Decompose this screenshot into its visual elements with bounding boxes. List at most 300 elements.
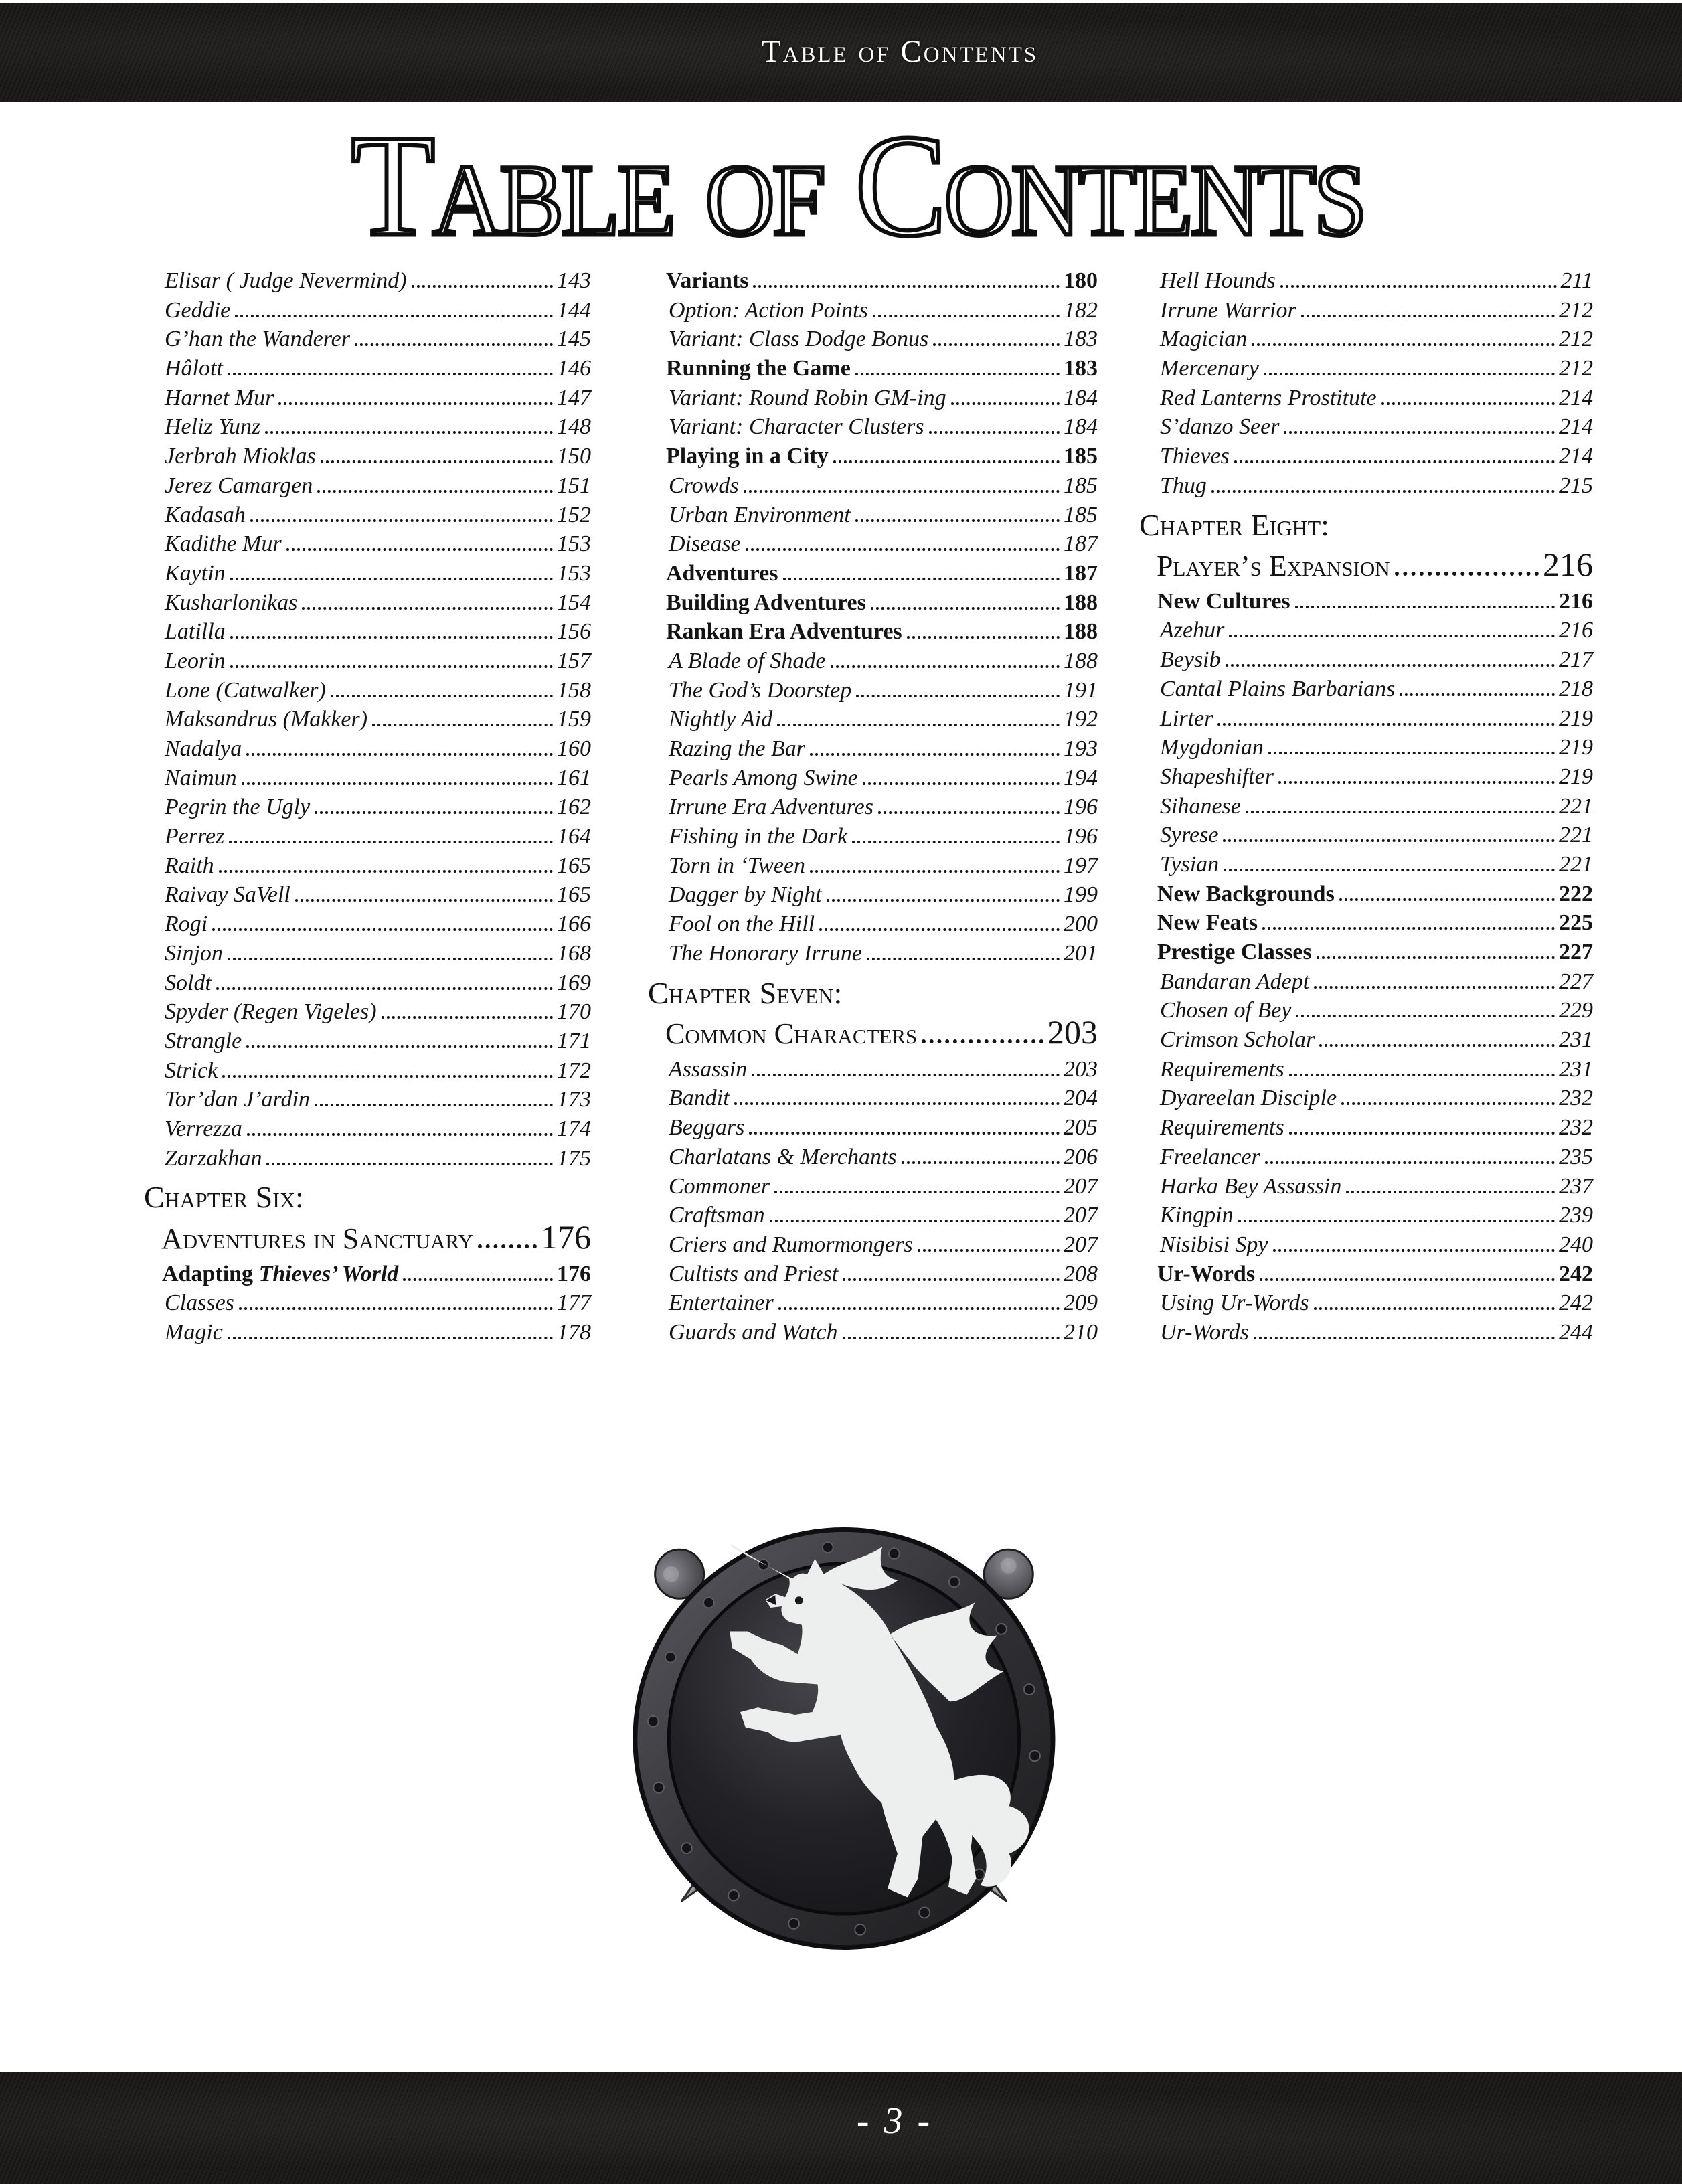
- toc-entry: [144, 910, 591, 939]
- toc-entry: [1139, 996, 1593, 1025]
- toc-entry: [1139, 296, 1593, 325]
- toc-entry-label: Variant: Round Robin GM-ing: [669, 385, 946, 410]
- toc-entry-label: Magician: [1160, 327, 1248, 352]
- toc-page-number: 148: [557, 414, 591, 440]
- dot-leader: [286, 534, 553, 551]
- toc-entry-label: Hell Hounds: [1160, 268, 1276, 293]
- toc-entry: [1139, 1113, 1593, 1143]
- shield-stud: [1029, 1750, 1040, 1761]
- dot-leader: [1234, 446, 1555, 463]
- toc-page-number: 177: [557, 1290, 591, 1316]
- toc-chapter-heading: [648, 1011, 1098, 1054]
- dot-leader: [265, 417, 553, 434]
- toc-page-number: 150: [557, 444, 591, 469]
- toc-entry: [144, 1085, 591, 1114]
- dot-leader: [1346, 1176, 1555, 1193]
- toc-entry-label: G’han the Wanderer: [165, 327, 350, 352]
- toc-entry: [144, 1144, 591, 1173]
- toc-page-number: 216: [1543, 545, 1593, 583]
- toc-entry: [144, 822, 591, 851]
- toc-page-number: 164: [557, 824, 591, 849]
- toc-page-number: 221: [1559, 851, 1593, 877]
- toc-page-number: 229: [1559, 998, 1593, 1023]
- toc-page-number: 143: [557, 268, 591, 293]
- toc-entry-label: Variant: Character Clusters: [669, 414, 924, 440]
- toc-entry: [144, 1056, 591, 1086]
- page-title: Table of Contents: [351, 104, 1365, 267]
- toc-page-number: 196: [1064, 824, 1098, 849]
- toc-entry: [144, 354, 591, 384]
- toc-page-number: 242: [1559, 1261, 1593, 1286]
- dot-leader: [1301, 301, 1555, 317]
- toc-entry: [648, 1201, 1098, 1230]
- toc-entry-label: Bandit: [669, 1086, 730, 1111]
- toc-entry-label: Irrune Warrior: [1160, 297, 1296, 323]
- toc-entry: [144, 705, 591, 734]
- dot-leader: [1238, 1205, 1555, 1222]
- toc-entry: [648, 676, 1098, 705]
- dot-leader: [871, 592, 1060, 609]
- toc-entry: [1139, 704, 1593, 734]
- toc-entry-label: Disease: [669, 531, 741, 557]
- toc-entry-label: Charlatans & Merchants: [669, 1144, 897, 1169]
- toc-chapter-heading: [144, 1179, 591, 1215]
- dot-leader: [1254, 1323, 1555, 1339]
- dot-leader: [1268, 738, 1555, 754]
- toc-page-number: 188: [1064, 619, 1098, 645]
- toc-page-number: 147: [557, 385, 591, 410]
- toc-entry: [648, 559, 1098, 588]
- dot-leader: [852, 827, 1060, 843]
- toc-page-number: 165: [557, 882, 591, 908]
- toc-page-number: 144: [557, 297, 591, 323]
- toc-entry-label: Jerez Camargen: [165, 473, 313, 498]
- dot-leader: [317, 476, 553, 493]
- shield-stud: [758, 1560, 768, 1570]
- toc-entry-label: Ur-Words: [1157, 1261, 1256, 1286]
- toc-page-number: 165: [557, 853, 591, 878]
- dot-leader: [1319, 1030, 1555, 1047]
- toc-page-number: 183: [1064, 327, 1098, 352]
- dot-leader: [382, 1002, 553, 1019]
- dot-leader: [1317, 942, 1555, 959]
- toc-entry-label: Nightly Aid: [669, 707, 773, 732]
- toc-entry: [144, 617, 591, 647]
- toc-page-number: 206: [1064, 1144, 1098, 1169]
- dot-leader: [1341, 1088, 1555, 1105]
- toc-entry: [1139, 1084, 1593, 1113]
- toc-page-number: 154: [557, 590, 591, 615]
- toc-entry: [648, 647, 1098, 676]
- dot-leader: [929, 417, 1060, 434]
- toc-page-number: 169: [557, 970, 591, 995]
- toc-entry: [648, 705, 1098, 734]
- toc-entry-label: Heliz Yunz: [165, 414, 261, 440]
- dot-leader: [222, 1060, 553, 1077]
- toc-page-number: 225: [1559, 910, 1593, 936]
- toc-page-number: 235: [1559, 1144, 1593, 1169]
- toc-entry-label: Chapter Seven:: [648, 975, 843, 1010]
- toc-entry-label: Shapeshifter: [1160, 764, 1274, 789]
- shield-stud: [1023, 1684, 1034, 1695]
- toc-entry-label: Lone (Catwalker): [165, 677, 326, 703]
- toc-entry: [648, 471, 1098, 501]
- toc-entry-label: Entertainer: [669, 1290, 774, 1316]
- dot-leader: [1289, 1118, 1555, 1135]
- toc-page-number: 207: [1064, 1232, 1098, 1257]
- toc-page-number: 232: [1559, 1115, 1593, 1141]
- toc-entry: [1139, 412, 1593, 442]
- toc-page-number: 221: [1559, 793, 1593, 819]
- toc-entry: [1139, 1288, 1593, 1318]
- dot-leader: [331, 681, 553, 697]
- toc-entry: [144, 384, 591, 413]
- dot-leader: [321, 446, 553, 463]
- toc-column-3: [1139, 266, 1593, 1347]
- toc-entry-label: Chosen of Bey: [1160, 998, 1292, 1023]
- toc-entry-label: Adventures in Sanctuary: [161, 1222, 473, 1255]
- dot-leader: [1295, 592, 1555, 608]
- toc-chapter-heading: [648, 975, 1098, 1011]
- toc-chapter-heading: [144, 1216, 591, 1258]
- toc-entry-label: Option: Action Points: [669, 297, 868, 323]
- toc-page-number: 203: [1047, 1013, 1098, 1051]
- toc-entry: [144, 266, 591, 296]
- toc-page-number: 185: [1064, 444, 1098, 469]
- toc-page-number: 178: [557, 1319, 591, 1345]
- toc-entry-label: Guards and Watch: [669, 1319, 838, 1345]
- dot-leader: [777, 709, 1060, 726]
- toc-entry: [648, 588, 1098, 618]
- toc-page-number: 184: [1064, 414, 1098, 440]
- toc-entry-label: Adventures: [666, 560, 778, 586]
- toc-entry-label: Nadalya: [165, 736, 242, 761]
- toc-entry-label: Thieves: [1160, 444, 1230, 469]
- dot-leader: [229, 827, 553, 843]
- shield-stud: [681, 1843, 692, 1853]
- toc-entry-label: Soldt: [165, 970, 212, 995]
- toc-entry-label: Dyareelan Disciple: [1160, 1086, 1337, 1111]
- toc-entry-label: Kaytin: [165, 560, 226, 586]
- toc-entry-label: Building Adventures: [666, 590, 866, 615]
- toc-entry-label: Freelancer: [1160, 1144, 1260, 1169]
- toc-entry-label: New Feats: [1157, 910, 1258, 936]
- toc-entry-label: Cantal Plains Barbarians: [1160, 676, 1396, 701]
- dot-leader: [278, 388, 553, 405]
- dot-leader: [1224, 855, 1555, 871]
- dot-leader: [833, 446, 1060, 463]
- shield-stud: [855, 1924, 865, 1935]
- toc-entry-label: Fool on the Hill: [669, 912, 815, 937]
- toc-page-number: 208: [1064, 1261, 1098, 1286]
- dot-leader: [228, 944, 553, 960]
- toc-entry: [1139, 266, 1593, 296]
- toc-entry: [144, 325, 591, 354]
- dot-leader: [1278, 767, 1555, 784]
- dot-leader: [734, 1088, 1060, 1105]
- toc-entry-label: A Blade of Shade: [669, 648, 826, 673]
- dot-leader: [774, 1176, 1060, 1193]
- toc-entry-label: Maksandrus (Makker): [165, 707, 368, 732]
- toc-entry: [144, 588, 591, 618]
- toc-entry: [1139, 384, 1593, 413]
- toc-page-number: 159: [557, 707, 591, 732]
- dot-leader: [1273, 1235, 1555, 1252]
- toc-entry: [648, 266, 1098, 296]
- unicorn-shield-emblem: [579, 1449, 1108, 2031]
- toc-page-number: 157: [557, 648, 591, 673]
- toc-entry-label: Pegrin the Ugly: [165, 794, 311, 820]
- toc-entry: [648, 1288, 1098, 1318]
- toc-page-number: 153: [557, 531, 591, 557]
- toc-entry: [1139, 587, 1593, 616]
- toc-page-number: 151: [557, 473, 591, 498]
- toc-page-number: 215: [1559, 473, 1593, 498]
- toc-page-number: 204: [1064, 1086, 1098, 1111]
- dot-leader: [878, 797, 1060, 814]
- toc-page-number: 183: [1064, 356, 1098, 382]
- toc-page-number: 145: [557, 327, 591, 352]
- toc-page-number: 170: [557, 999, 591, 1025]
- dot-leader: [266, 1149, 553, 1165]
- toc-entry-label: Harka Bey Assassin: [1160, 1173, 1342, 1199]
- toc-page-number: 153: [557, 560, 591, 586]
- toc-entry-label: The Honorary Irrune: [669, 940, 862, 966]
- toc-column-1: [144, 266, 591, 1347]
- toc-page-number: 219: [1559, 705, 1593, 731]
- toc-page-number: 184: [1064, 385, 1098, 410]
- toc-entry: [1139, 850, 1593, 879]
- dot-leader: [1252, 329, 1555, 346]
- toc-page-number: 156: [557, 619, 591, 645]
- toc-entry-label: Mygdonian: [1160, 735, 1264, 760]
- toc-entry: [1139, 762, 1593, 792]
- toc-entry: [648, 1055, 1098, 1084]
- dot-leader: [216, 973, 553, 989]
- dot-leader: [744, 476, 1060, 493]
- toc-entry-label: New Cultures: [1157, 588, 1290, 614]
- dot-leader: [873, 301, 1060, 317]
- shield-stud: [996, 1624, 1007, 1634]
- dot-leader: [228, 1323, 553, 1339]
- toc-entry: [144, 471, 591, 501]
- dot-leader: [1226, 650, 1555, 667]
- toc-entry-label: Kingpin: [1160, 1203, 1234, 1228]
- toc-entry: [1139, 1318, 1593, 1347]
- toc-entry: [144, 647, 591, 676]
- toc-entry-label: Craftsman: [669, 1203, 765, 1228]
- toc-entry-label: Verrezza: [165, 1116, 242, 1141]
- toc-entry-label: Zarzakhan: [165, 1145, 262, 1171]
- toc-entry: [648, 442, 1098, 471]
- toc-entry: [1139, 1143, 1593, 1172]
- toc-page-number: 191: [1064, 677, 1098, 703]
- toc-entry: [144, 792, 591, 822]
- toc-entry-label: Naimun: [165, 765, 237, 790]
- dot-leader: [372, 709, 553, 726]
- dot-leader: [242, 768, 553, 785]
- toc-entry-label: Latilla: [165, 619, 226, 645]
- toc-entry: [144, 880, 591, 910]
- dot-leader: [770, 1205, 1060, 1222]
- toc-entry: [1139, 645, 1593, 675]
- toc-entry-label: Kadasah: [165, 502, 246, 527]
- toc-page-number: 196: [1064, 794, 1098, 820]
- toc-entry: [1139, 821, 1593, 850]
- toc-entry: [648, 734, 1098, 764]
- toc-entry-label: Magic: [165, 1319, 223, 1345]
- dot-leader: [867, 944, 1060, 960]
- toc-entry: [144, 969, 591, 998]
- toc-page-number: 239: [1559, 1203, 1593, 1228]
- toc-entry: [144, 1027, 591, 1056]
- dot-leader: [1246, 796, 1555, 813]
- toc-page-number: 203: [1064, 1056, 1098, 1082]
- dot-leader: [1229, 620, 1555, 637]
- toc-entry-label: Criers and Rumormongers: [669, 1232, 913, 1257]
- toc-entry: [1139, 908, 1593, 938]
- toc-entry: [144, 559, 591, 588]
- toc-page-number: 146: [557, 356, 591, 382]
- dot-leader: [302, 592, 553, 609]
- toc-page-number: 222: [1559, 881, 1593, 906]
- dot-leader: [478, 1228, 537, 1248]
- dot-leader: [778, 1293, 1060, 1310]
- dot-leader: [902, 1147, 1060, 1164]
- toc-page-number: 212: [1559, 297, 1593, 323]
- dot-leader: [810, 739, 1060, 756]
- toc-page-number: 212: [1559, 356, 1593, 382]
- toc-entry-label: Requirements: [1160, 1115, 1284, 1141]
- toc-entry-label: Thug: [1160, 473, 1207, 498]
- toc-entry: [648, 880, 1098, 910]
- dot-leader: [749, 1118, 1060, 1135]
- shield-stud: [788, 1918, 799, 1929]
- dot-leader: [315, 1090, 553, 1106]
- toc-entry-label: Nisibisi Spy: [1160, 1232, 1268, 1257]
- shield-stud: [728, 1890, 739, 1901]
- toc-page-number: 176: [541, 1217, 591, 1256]
- dot-leader: [863, 768, 1060, 785]
- toc-entry-label: Beggars: [669, 1115, 745, 1141]
- toc-entry-label: Tysian: [1160, 851, 1220, 877]
- toc-page-number: 231: [1559, 1027, 1593, 1053]
- toc-entry: [648, 1230, 1098, 1260]
- toc-page-number: 175: [557, 1145, 591, 1171]
- dot-leader: [1211, 476, 1555, 493]
- toc-entry: [1139, 354, 1593, 384]
- toc-entry: [1139, 1230, 1593, 1260]
- dot-leader: [1264, 359, 1555, 375]
- toc-entry-label: Hâlott: [165, 356, 223, 382]
- toc-chapter-heading: [1139, 543, 1593, 586]
- toc-entry-label: S’danzo Seer: [1160, 414, 1280, 440]
- toc-entry: [648, 910, 1098, 939]
- toc-entry: [648, 296, 1098, 325]
- dot-leader: [1265, 1147, 1555, 1164]
- toc-page-number: 168: [557, 940, 591, 966]
- toc-entry-label: Kusharlonikas: [165, 590, 298, 615]
- dot-leader: [783, 564, 1060, 580]
- toc-entry: [648, 1143, 1098, 1172]
- toc-entry: [144, 1318, 591, 1347]
- toc-entry-label: Lirter: [1160, 705, 1213, 731]
- dot-leader: [230, 622, 553, 639]
- toc-entry-label-italic: Thieves’ World: [258, 1261, 399, 1286]
- dot-leader: [843, 1323, 1060, 1339]
- dot-leader: [831, 651, 1060, 668]
- toc-entry-label: Player’s Expansion: [1157, 549, 1390, 582]
- toc-page-number: 174: [557, 1116, 591, 1141]
- dot-leader: [1314, 1293, 1555, 1310]
- toc-page-number: 152: [557, 502, 591, 527]
- dot-leader: [355, 329, 553, 346]
- toc-entry-label: Perrez: [165, 824, 225, 849]
- toc-entry: [648, 764, 1098, 793]
- dot-leader: [295, 885, 553, 902]
- toc-entry-label: Sihanese: [1160, 793, 1241, 819]
- toc-entry-label: New Backgrounds: [1157, 881, 1335, 906]
- dot-leader: [1296, 1001, 1555, 1017]
- toc-entry: [144, 501, 591, 530]
- toc-entry-label: Irrune Era Adventures: [669, 794, 873, 820]
- toc-entry-label: Commoner: [669, 1173, 770, 1199]
- toc-page-number: 158: [557, 677, 591, 703]
- toc-entry: [1139, 675, 1593, 704]
- toc-entry-label: Prestige Classes: [1157, 940, 1312, 965]
- toc-entry: [648, 1260, 1098, 1289]
- dot-leader: [918, 1235, 1060, 1252]
- dot-leader: [1400, 679, 1555, 696]
- dot-leader: [403, 1264, 553, 1281]
- toc-page-number: 192: [1064, 707, 1098, 732]
- toc-entry-label: Requirements: [1160, 1056, 1284, 1082]
- toc-entry: [144, 1114, 591, 1144]
- toc-page-number: 212: [1559, 327, 1593, 352]
- shield-stud: [653, 1782, 664, 1793]
- dot-leader: [1223, 825, 1555, 842]
- shield-stud: [647, 1716, 658, 1727]
- toc-entry-label: Red Lanterns Prostitute: [1160, 385, 1377, 410]
- toc-entry: [1139, 1201, 1593, 1230]
- toc-entry: [1139, 792, 1593, 821]
- toc-entry-label: Bandaran Adept: [1160, 969, 1310, 994]
- toc-entry: [1139, 1260, 1593, 1289]
- toc-entry-label: Harnet Mur: [165, 385, 274, 410]
- shield-stud: [703, 1598, 714, 1608]
- toc-entry-label: Chapter Six:: [144, 1180, 304, 1215]
- dot-leader: [1339, 884, 1555, 901]
- toc-page-number: 162: [557, 794, 591, 820]
- toc-entry-label: Cultists and Priest: [669, 1261, 839, 1286]
- toc-entry: [648, 822, 1098, 851]
- toc-page-number: 160: [557, 736, 591, 761]
- dot-leader: [855, 505, 1060, 521]
- toc-entry-label: Pearls Among Swine: [669, 765, 858, 790]
- toc-page-number: 217: [1559, 647, 1593, 673]
- dot-leader: [1314, 972, 1555, 989]
- toc-entry-label: The God’s Doorstep: [669, 677, 852, 703]
- toc-entry-label: Azehur: [1160, 618, 1225, 643]
- toc-page-number: 188: [1064, 648, 1098, 673]
- dot-leader: [212, 914, 553, 931]
- toc-entry-label: Dagger by Night: [669, 882, 822, 908]
- toc-entry: [144, 442, 591, 471]
- dot-leader: [239, 1293, 553, 1310]
- toc-page-number: 242: [1559, 1290, 1593, 1316]
- toc-page-number: 218: [1559, 676, 1593, 701]
- dot-leader: [1260, 1264, 1555, 1281]
